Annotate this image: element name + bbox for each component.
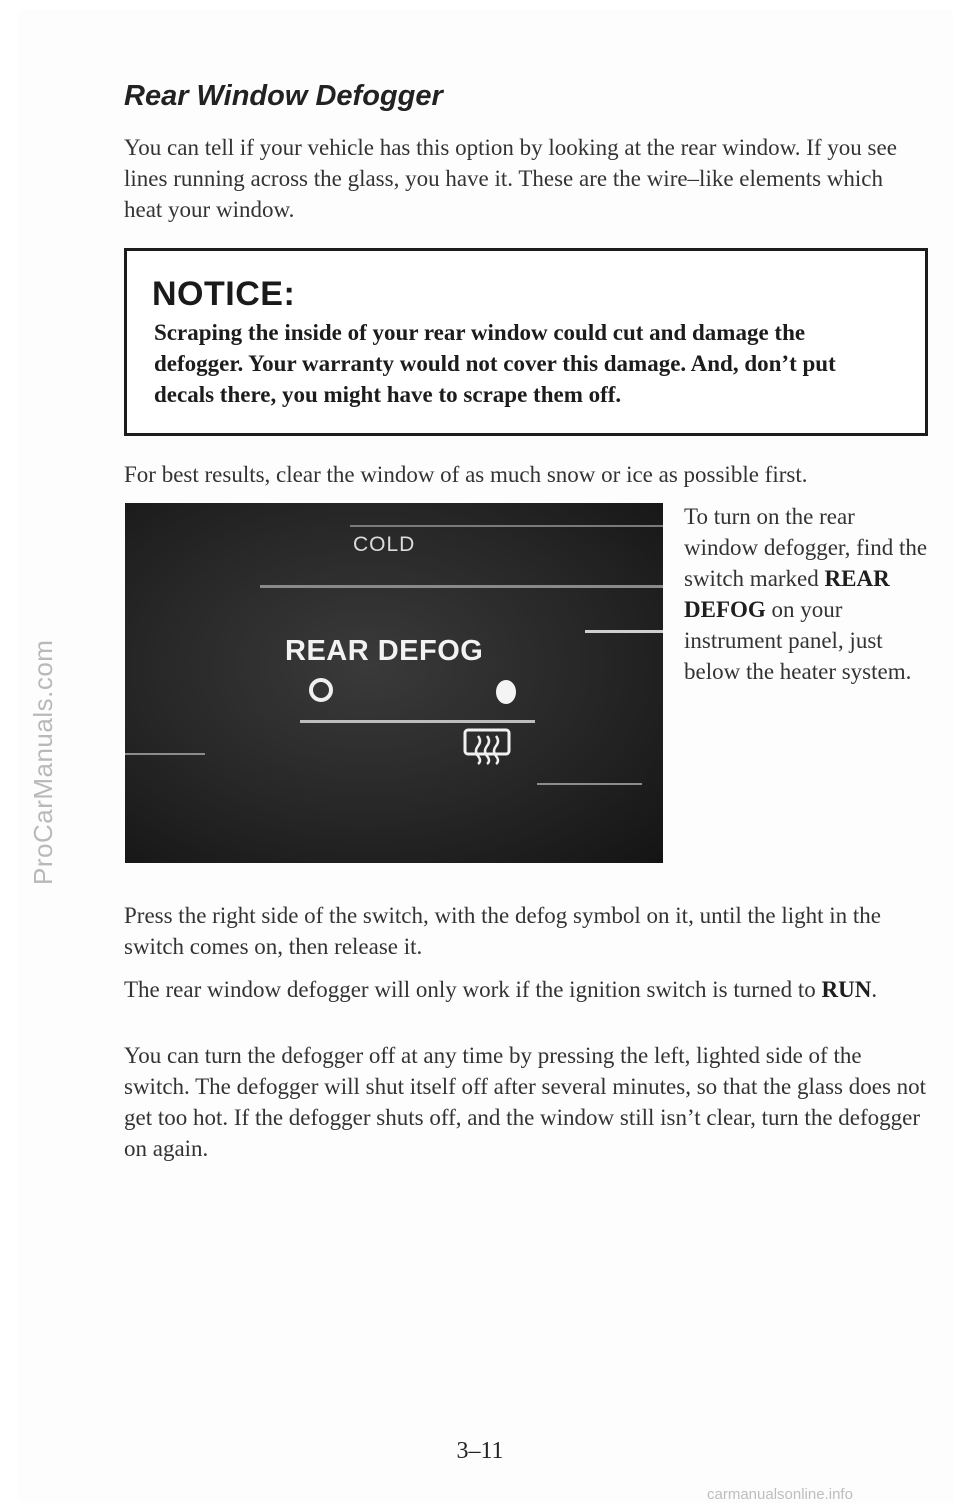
panel-line: [585, 630, 663, 633]
indicator-off-icon: [309, 678, 333, 702]
ignition-paragraph: [124, 974, 924, 1005]
indicator-on-icon: [496, 680, 516, 704]
rear-defog-label: REAR DEFOG: [285, 635, 484, 667]
notice-body: Scraping the inside of your rear window could cut and damage the defogger. Your warranty would not cover this damage. And, don’t put decals there, you might have to scrape them off.: [154, 320, 836, 407]
switch-location-text: To turn on the rear window defogger, find the switch marked: [684, 504, 928, 591]
ignition-text: The rear window defogger will only work if the ignition switch is turned to: [124, 977, 822, 1002]
watermark-text: ProCarManuals.com: [28, 639, 58, 885]
switch-name: REAR DEFOG: [684, 566, 890, 622]
panel-line: [125, 753, 205, 755]
run-position: RUN: [821, 977, 872, 1002]
switch-edge: [300, 720, 535, 723]
panel-line: [537, 783, 642, 785]
notice-box: [124, 248, 928, 436]
rear-defog-switch-photo: [125, 503, 663, 863]
defog-symbol-icon: [462, 726, 512, 770]
section-title: Rear Window Defogger: [124, 80, 443, 112]
press-instruction-paragraph: Press the right side of the switch, with the defog symbol on it, until the light in the switch comes on, then release it.: [124, 903, 882, 959]
cold-label: COLD: [353, 533, 416, 556]
panel-line: [350, 525, 663, 527]
intro-paragraph: You can tell if your vehicle has this option by looking at the rear window. If you see lines running across the glass, you have it. These are the wire–like elements which heat your window.: [124, 135, 897, 222]
switch-location-text-end: on your instrument panel, just below the heater system.: [684, 597, 912, 684]
best-results-paragraph: For best results, clear the window of as much snow or ice as possible first.: [124, 462, 808, 487]
switch-location-paragraph: [684, 501, 929, 687]
ignition-text-end: .: [871, 977, 878, 1002]
panel-line: [260, 585, 663, 588]
page-number: 3–11: [456, 1438, 504, 1464]
notice-title: NOTICE:: [152, 275, 296, 313]
footer-site: carmanualsonline.info: [707, 1486, 853, 1503]
turn-off-paragraph: You can turn the defogger off at any time by pressing the left, lighted side of the switch. The defogger will shut itself off after several minutes, so that the glass does not get too hot. If the defogger shuts off, and the window still isn’t clear, turn the defogger on again.: [124, 1043, 927, 1161]
